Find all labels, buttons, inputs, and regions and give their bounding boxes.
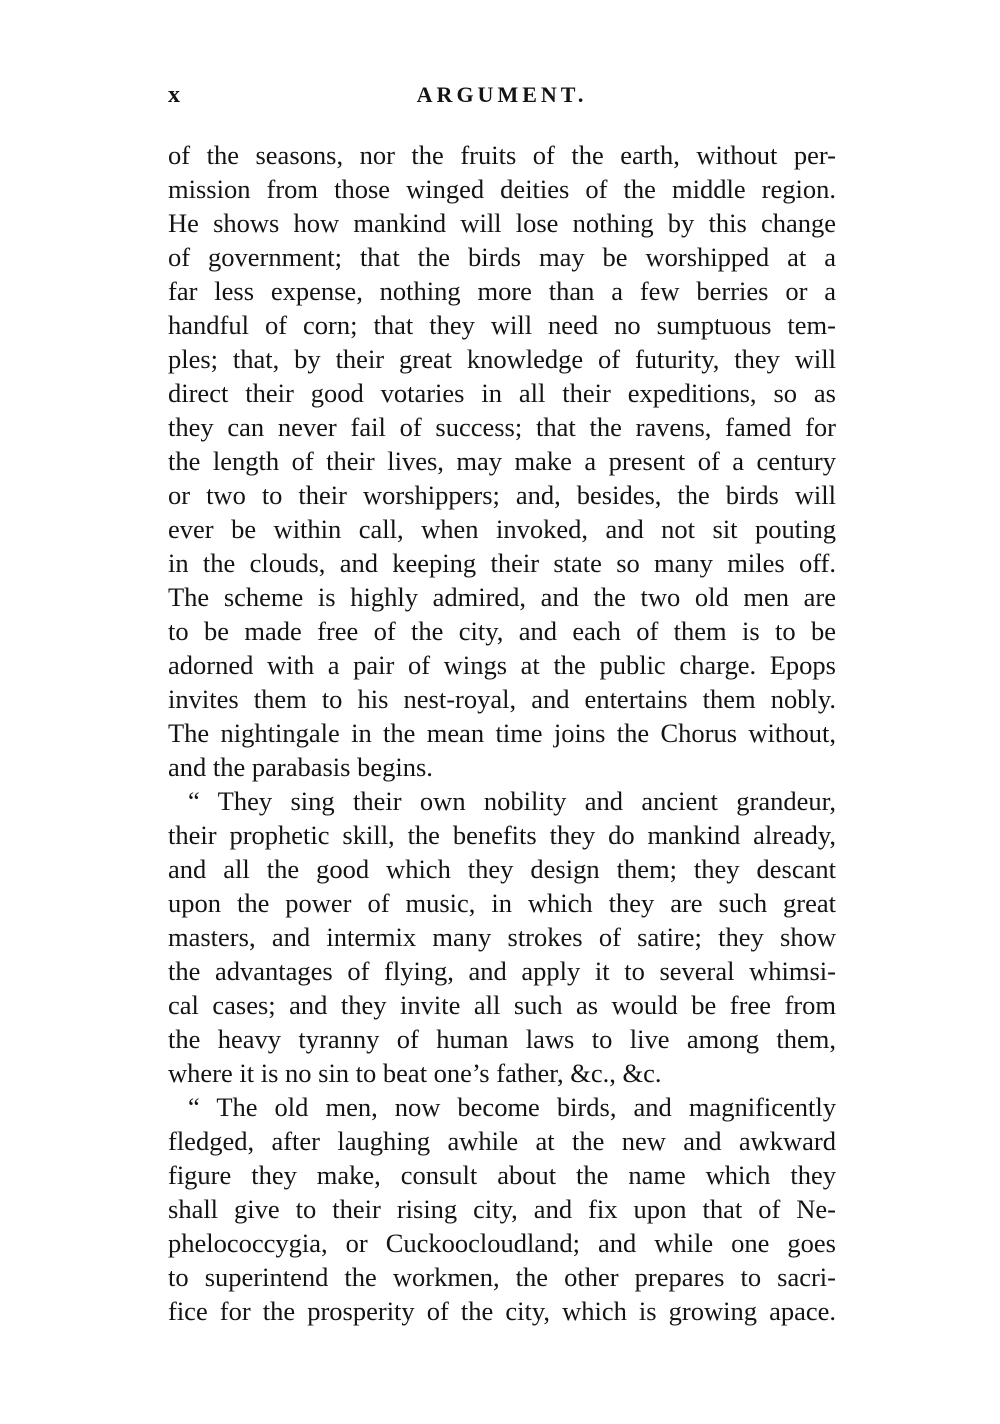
text-line: invites them to his nest-royal, and entertains them nobly. [168, 684, 836, 714]
paragraph-1 [168, 138, 836, 784]
text-line: The nightingale in the mean time joins the Chorus without, [168, 718, 836, 748]
text-line: mission from those winged deities of the middle region. [168, 174, 836, 204]
text-line: cal cases; and they invite all such as would be free from [168, 990, 836, 1020]
text-line: their prophetic skill, the benefits they do mankind already, [168, 820, 836, 850]
text-line: phelococcygia, or Cuckoocloudland; and while one goes [168, 1228, 836, 1258]
text-line: ever be within call, when invoked, and not sit pouting [168, 514, 836, 544]
text-line: The scheme is highly admired, and the two old men are [168, 582, 836, 612]
paragraph-3 [168, 1090, 836, 1328]
text-line: fledged, after laughing awhile at the new and awkward [168, 1126, 836, 1156]
text-line: upon the power of music, in which they are such great [168, 888, 836, 918]
text-line: handful of corn; that they will need no sumptuous tem- [168, 310, 836, 340]
text-line: or two to their worshippers; and, besides, the birds will [168, 480, 836, 510]
text-line: to superintend the workmen, the other prepares to sacri- [168, 1262, 836, 1292]
running-head: ARGUMENT. [416, 82, 588, 107]
text-line: masters, and intermix many strokes of satire; they show [168, 922, 836, 952]
text-line: of the seasons, nor the fruits of the earth, without per- [168, 140, 836, 170]
text-line: the heavy tyranny of human laws to live among them, [168, 1024, 836, 1054]
text-line: where it is no sin to beat one’s father, &c., &c. [168, 1058, 662, 1088]
page-header [168, 82, 836, 116]
text-line: direct their good votaries in all their expeditions, so as [168, 378, 836, 408]
text-line: ples; that, by their great knowledge of futurity, they will [168, 344, 836, 374]
text-line: fice for the prosperity of the city, which is growing apace. [168, 1296, 836, 1326]
paragraph-2 [168, 784, 836, 1090]
text-line: figure they make, consult about the name which they [168, 1160, 836, 1190]
text-line: “ They sing their own nobility and ancient grandeur, [188, 786, 836, 816]
page-number: x [168, 82, 181, 108]
text-line: and the parabasis begins. [168, 752, 433, 782]
text-line: “ The old men, now become birds, and magnificently [188, 1092, 836, 1122]
text-line: shall give to their rising city, and fix upon that of Ne- [168, 1194, 836, 1224]
text-line: in the clouds, and keeping their state so many miles off. [168, 548, 836, 578]
text-line: the advantages of flying, and apply it to several whimsi- [168, 956, 836, 986]
text-line: to be made free of the city, and each of them is to be [168, 616, 836, 646]
text-line: the length of their lives, may make a present of a century [168, 446, 836, 476]
text-line: and all the good which they design them; they descant [168, 854, 836, 884]
text-line: far less expense, nothing more than a few berries or a [168, 276, 836, 306]
text-line: they can never fail of success; that the ravens, famed for [168, 412, 836, 442]
text-line: of government; that the birds may be worshipped at a [168, 242, 836, 272]
text-line: adorned with a pair of wings at the public charge. Epops [168, 650, 836, 680]
body-text [168, 138, 836, 1328]
text-line: He shows how mankind will lose nothing by this change [168, 208, 836, 238]
